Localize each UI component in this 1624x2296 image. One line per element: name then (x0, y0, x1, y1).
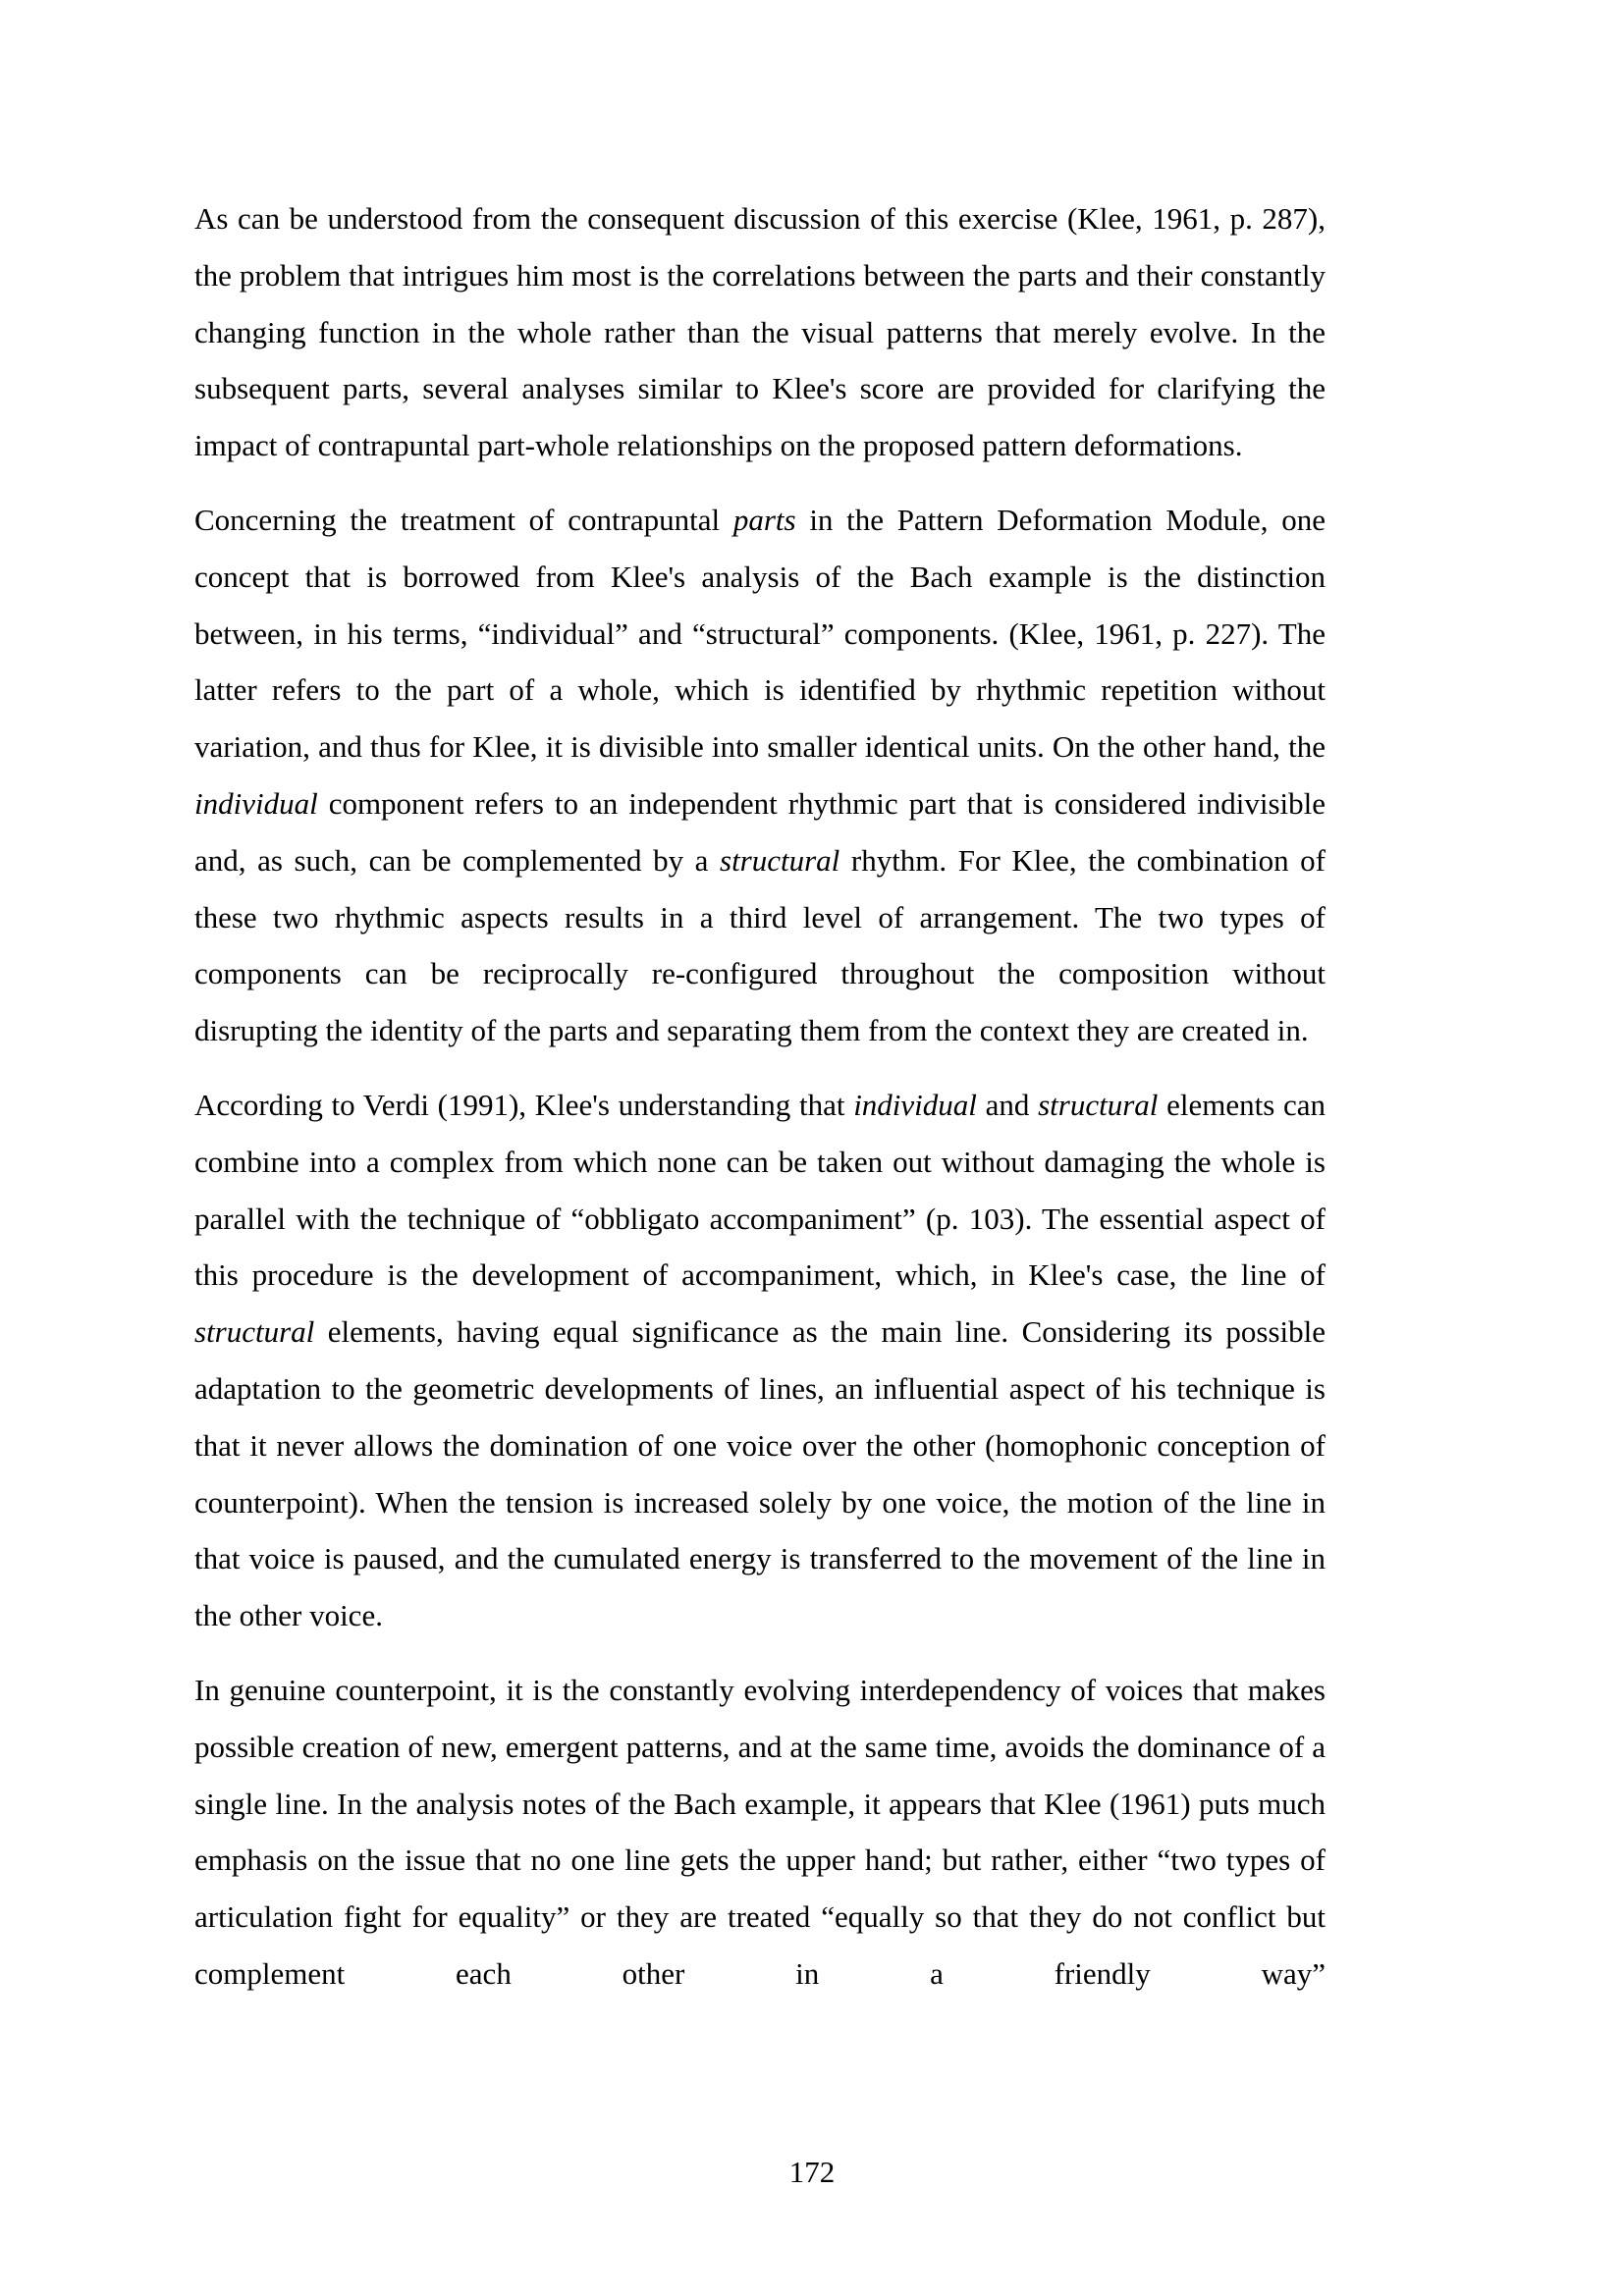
paragraph-2-text-a: Concerning the treatment of contrapuntal (194, 502, 733, 537)
paragraph-4-text: In genuine counterpoint, it is the constantly evolving interdependency of voices that makes possible creation of new, emergent patterns, and at the same time, avoids the dominance of a single line. In the analysis notes of the Bach example, it appears that Klee (1961) puts much emphasis on the issue that no one line gets the upper hand; but rather, either “two types of articulation fight for equality” or they are treated “equally so that they do not conflict but complement each other in a friendly way” (194, 1672, 1326, 1991)
paragraph-2 (194, 492, 1326, 1059)
paragraph-3 (194, 1077, 1326, 1644)
paragraph-3-text-c: elements can combine into a complex from which none can be taken out without damaging the whole is parallel with the technique of “obbligato accompaniment” (p. 103). The essential aspect of this procedure is the development of accompaniment, which, in Klee's case, the line of (194, 1087, 1326, 1293)
page-body (194, 190, 1326, 2020)
italic-term-individual: individual (853, 1087, 977, 1122)
paragraph-1-text: As can be understood from the consequent discussion of this exercise (Klee, 1961, p. 287), the problem that intrigues him most is the correlations between the parts and their constantly changing function in the whole rather than the visual patterns that merely evolve. In the subsequent parts, several analyses similar to Klee's score are provided for clarifying the impact of contrapuntal part-whole relationships on the proposed pattern deformations. (194, 201, 1326, 463)
paragraph-2-text-b: in the Pattern Deformation Module, one concept that is borrowed from Klee's analysis of the Bach example is the distinction between, in his terms, “individual” and “structural” components. (Klee, 1961, p. 227). The latter refers to the part of a whole, which is identified by rhythmic repetition without variation, and thus for Klee, it is divisible into smaller identical units. On the other hand, the (194, 502, 1326, 765)
italic-term-individual: individual (194, 785, 318, 821)
italic-term-structural: structural (1038, 1087, 1159, 1122)
paragraph-1 (194, 190, 1326, 474)
italic-term-parts: parts (732, 502, 796, 537)
italic-term-structural: structural (720, 842, 840, 878)
paragraph-3-text-a: According to Verdi (1991), Klee's understanding that (194, 1087, 854, 1122)
paragraph-3-text-b: and (976, 1087, 1039, 1122)
paragraph-2-text-d: rhythm. For Klee, the combination of these two rhythmic aspects results in a third level of arrangement. The two types of components can be reciprocally re-configured throughout the composition without disrupting the identity of the parts and separating them from the context they are created in. (194, 842, 1326, 1048)
paragraph-3-text-d: elements, having equal significance as the main line. Considering its possible adaptation to the geometric developments of lines, an influential aspect of his technique is that it never allows the domination of one voice over the other (homophonic conception of counterpoint). When the tension is increased solely by one voice, the motion of the line in that voice is paused, and the cumulated energy is transferred to the movement of the line in the other voice. (194, 1314, 1326, 1633)
paragraph-2-text-c: component refers to an independent rhythmic part that is considered indivisible and, as such, can be complemented by a (194, 785, 1326, 878)
paragraph-4 (194, 1662, 1326, 2002)
italic-term-structural: structural (194, 1314, 315, 1350)
page-number: 172 (788, 2155, 836, 2189)
